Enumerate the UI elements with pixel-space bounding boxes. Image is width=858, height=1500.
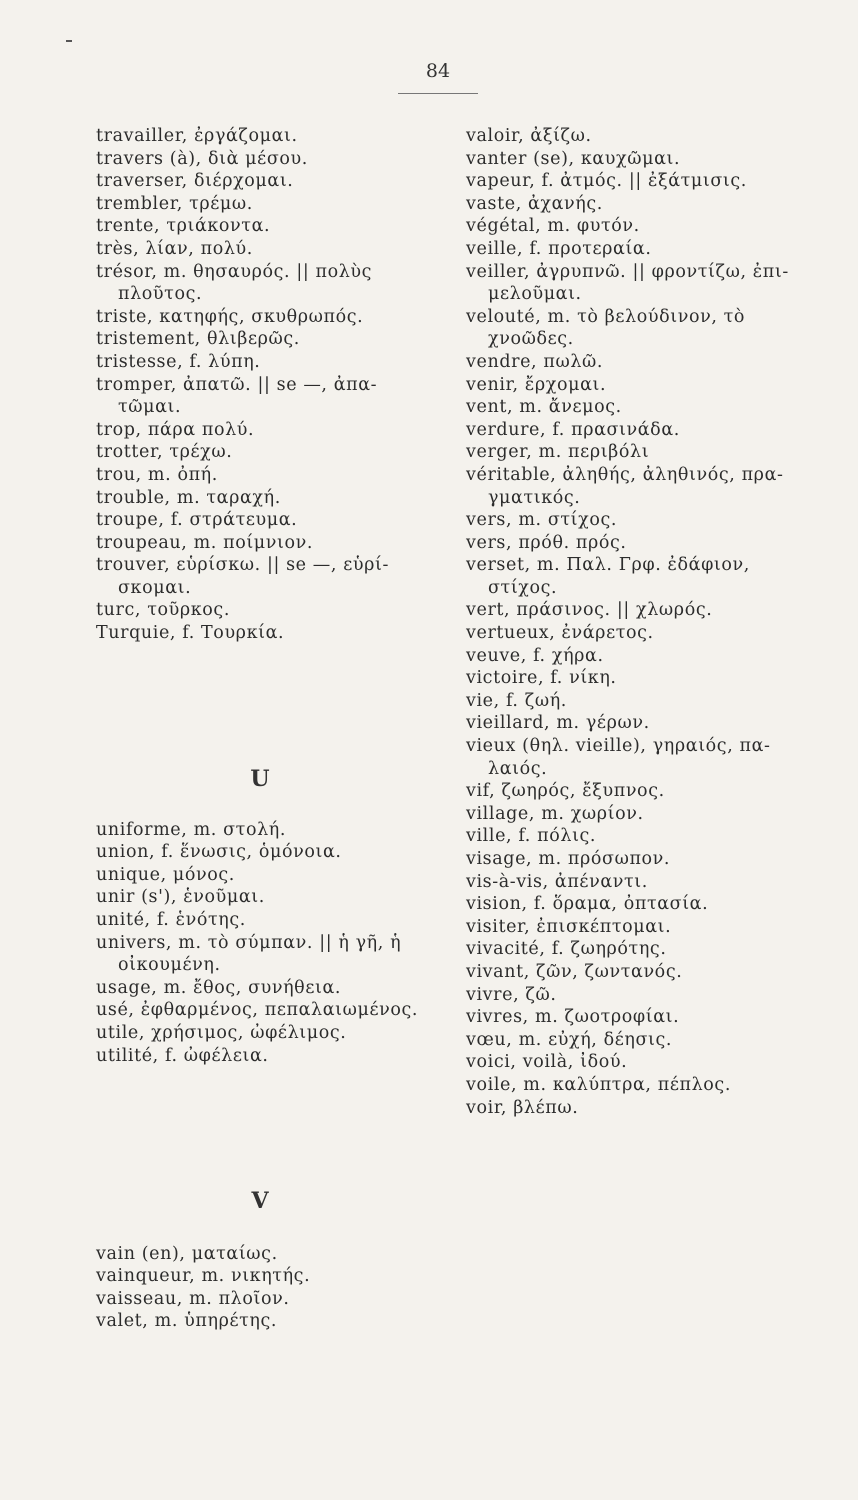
entry: vieillard, m. γέρων. <box>466 713 650 734</box>
entry: voir, βλέπω. <box>466 1097 579 1118</box>
section-v <box>96 1190 426 1333</box>
entry: très, λίαν, πολύ. <box>96 238 253 259</box>
entry: vivacité, f. ζωηρότης. <box>466 939 667 960</box>
right-column <box>466 125 826 1119</box>
entry: voici, voilà, ἰδού. <box>466 1052 628 1073</box>
entry: vision, f. ὅραμα, ὀπτασία. <box>466 894 709 915</box>
entry: veuve, f. χήρα. <box>466 645 604 666</box>
entry: vie, f. ζωή. <box>466 690 567 711</box>
entry: valoir, ἀξίζω. <box>466 126 592 146</box>
entry: Turquie, f. Τουρκία. <box>96 623 285 644</box>
entry: trou, m. ὀπή. <box>96 464 218 485</box>
entry: tromper, ἀπατῶ. || se —, ἀπα- <box>96 374 378 395</box>
entry: trésor, m. θησαυρός. || πολὺς <box>96 261 373 282</box>
entry: trente, τριάκοντα. <box>96 216 271 237</box>
entry: végétal, m. φυτόν. <box>466 216 640 237</box>
entry: vainqueur, m. νικητής. <box>96 1266 311 1287</box>
entry: verdure, f. πρασινάδα. <box>466 419 680 440</box>
entry: vif, ζωηρός, ἔξυπνος. <box>466 781 665 802</box>
entry: travers (à), διὰ μέσου. <box>96 148 308 169</box>
entry: unité, f. ἑνότης. <box>96 909 246 930</box>
entry: vivre, ζῶ. <box>466 984 557 1005</box>
entry: univers, m. τὸ σύμπαν. || ἡ γῆ, ἡ <box>96 932 402 953</box>
entry: vertueux, ἐνάρετος. <box>466 623 654 644</box>
entry: trouver, εὑρίσκω. || se —, εὑρί- <box>96 555 389 576</box>
entry: vivres, m. ζωοτροφίαι. <box>466 1007 680 1028</box>
section-letter-u: U <box>250 766 272 792</box>
entry: vaste, ἀχανής. <box>466 193 603 214</box>
page-number: 84 <box>425 60 451 82</box>
entry-continuation: χνοῶδες. <box>488 329 574 350</box>
entry: vapeur, f. ἀτμός. || ἐξάτμισις. <box>466 171 747 192</box>
entry-continuation: πλοῦτος. <box>118 284 203 305</box>
entry: vers, πρόθ. πρός. <box>466 532 627 553</box>
entry: vivant, ζῶν, ζωντανός. <box>466 961 683 982</box>
entry: verger, m. περιβόλι <box>466 442 650 463</box>
entry: union, f. ἕνωσις, ὁμόνοια. <box>96 842 342 863</box>
entry: vaisseau, m. πλοῖον. <box>96 1288 290 1309</box>
entry: vers, m. στίχος. <box>466 510 618 531</box>
entry-continuation: στίχος. <box>488 577 558 598</box>
entry: vendre, πωλῶ. <box>466 351 604 372</box>
entry: tristement, θλιβερῶς. <box>96 329 300 350</box>
margin-mark <box>66 40 72 42</box>
entry: veiller, ἀγρυπνῶ. || φροντίζω, ἐπι- <box>466 261 789 282</box>
entry: unique, μόνος. <box>96 864 235 885</box>
entry: trouble, m. ταραχή. <box>96 487 281 508</box>
entry: vain (en), ματαίως. <box>96 1243 278 1264</box>
entry: valet, m. ὑπηρέτης. <box>96 1311 278 1332</box>
entry: trop, πάρα πολύ. <box>96 419 255 440</box>
page-rule <box>398 93 478 94</box>
entry: turc, τοῦρκος. <box>96 600 230 621</box>
entry: trotter, τρέχω. <box>96 442 233 463</box>
entry: visiter, ἐπισκέπτομαι. <box>466 916 672 937</box>
left-column <box>96 125 426 645</box>
entry: veille, f. προτεραία. <box>466 238 652 259</box>
entry: vieux (θηλ. vieille), γηραιός, πα- <box>466 736 771 757</box>
entry: troupe, f. στράτευμα. <box>96 510 298 531</box>
entry-continuation: τῶμαι. <box>118 397 182 418</box>
entry: utilité, f. ὠφέλεια. <box>96 1045 269 1066</box>
entry-continuation: λαιός. <box>488 758 548 779</box>
entry: vœu, m. εὐχή, δέησις. <box>466 1029 673 1050</box>
entry: tristesse, f. λύπη. <box>96 351 261 372</box>
entry: traverser, διέρχομαι. <box>96 171 294 192</box>
entry-continuation: σκομαι. <box>118 577 192 598</box>
entry: velouté, m. τὸ βελούδινον, τὸ <box>466 306 746 327</box>
entry-continuation: γματικός. <box>488 487 581 508</box>
entry-continuation: μελοῦμαι. <box>488 284 582 305</box>
entry: vanter (se), καυχῶμαι. <box>466 148 681 169</box>
entry-continuation: οἰκουμένη. <box>118 955 221 976</box>
entry: venir, ἔρχομαι. <box>466 374 607 395</box>
entry: victoire, f. νίκη. <box>466 668 617 689</box>
entry: véritable, ἀληθής, ἀληθινός, πρα- <box>466 464 784 485</box>
entry: triste, κατηφής, σκυθρωπός. <box>96 306 364 327</box>
entry: visage, m. πρόσωπον. <box>466 849 671 869</box>
entry: vent, m. ἄνεμος. <box>466 397 622 418</box>
entry: unir (s'), ἑνοῦμαι. <box>96 887 265 908</box>
entry: ville, f. πόλις. <box>466 826 597 847</box>
entry: troupeau, m. ποίμνιον. <box>96 532 314 553</box>
entry: village, m. χωρίον. <box>466 803 644 824</box>
entry: travailler, ἐργάζομαι. <box>96 126 298 146</box>
entry: uniforme, m. στολή. <box>96 819 287 840</box>
entry: voile, m. καλύπτρα, πέπλος. <box>466 1074 731 1095</box>
section-u <box>96 768 426 1067</box>
entry: usage, m. ἔθος, συνήθεια. <box>96 977 342 998</box>
section-letter-v: V <box>251 1188 271 1214</box>
entry: trembler, τρέμω. <box>96 193 253 214</box>
entry: vis-à-vis, ἀπέναντι. <box>466 871 648 892</box>
entry: utile, χρήσιμος, ὠφέλιμος. <box>96 1022 347 1043</box>
entry: vert, πράσινος. || χλωρός. <box>466 600 713 621</box>
entry: verset, m. Παλ. Γρφ. ἐδάφιον, <box>466 555 750 576</box>
entry: usé, ἐφθαρμένος, πεπαλαιωμένος. <box>96 1000 419 1021</box>
